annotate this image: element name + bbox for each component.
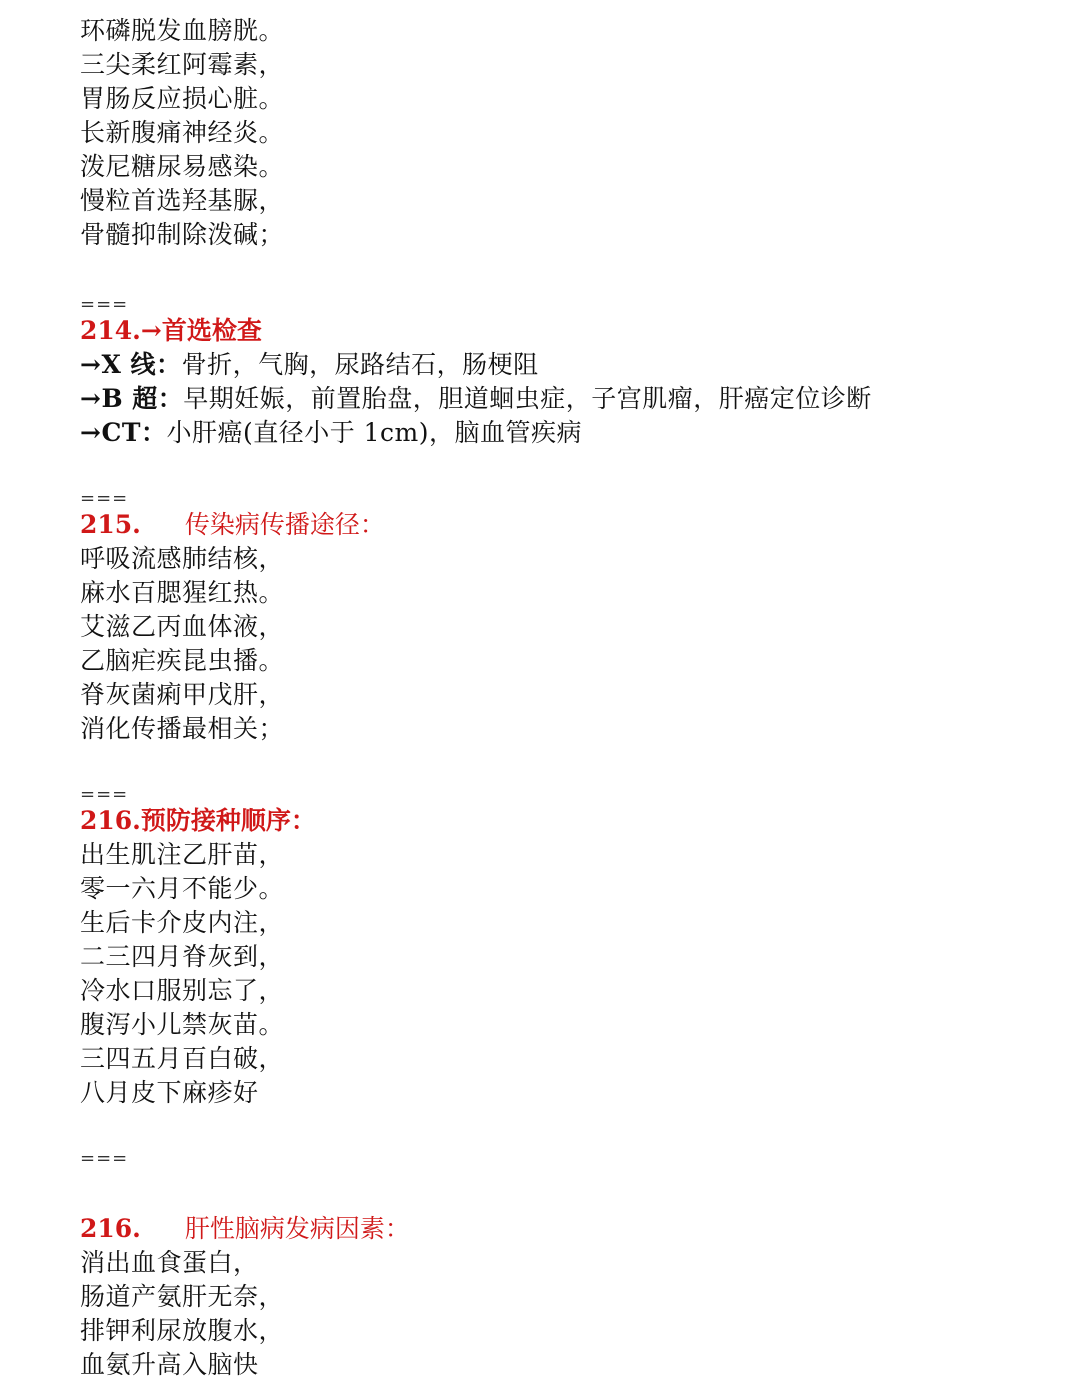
verse-line: 消化传播最相关； [80,714,285,743]
exam-label: →X 线： [80,350,182,379]
exam-label: →CT： [80,418,167,447]
verse-line: 排钾利尿放腹水， [80,1316,285,1345]
section-heading-text: 214.→首选检查 [80,316,262,345]
verse-line: 骨髓抑制除泼碱； [80,220,285,249]
verse-line: 消出血食蛋白， [80,1248,259,1277]
document-page [80,14,1040,1382]
section-216-vaccination [80,804,1040,1110]
verse-line: 泼尼糖尿易感染。 [80,152,285,181]
verse-line: 麻水百腮猩红热。 [80,578,285,607]
section-heading [80,804,1040,838]
exam-line-ct [80,416,1040,450]
verse-line: 环磷脱发血膀胱。 [80,16,285,45]
exam-text: 早期妊娠，前置胎盘，胆道蛔虫症，子宫肌瘤，肝癌定位诊断 [183,384,872,413]
verse-line: 乙脑疟疾昆虫播。 [80,646,285,675]
section-separator: === [80,294,129,315]
verse-line: 胃肠反应损心脏。 [80,84,285,113]
verse-line: 生后卡介皮内注， [80,908,285,937]
exam-line-xray [80,348,1040,382]
section-separator: === [80,784,129,805]
section-heading [80,1212,1040,1246]
verse-line: 三四五月百白破， [80,1044,285,1073]
section-heading-text: 216.预防接种顺序： [80,806,316,835]
exam-label: →B 超： [80,384,184,413]
section-heading [80,508,1040,542]
section-number: 215. [80,510,141,539]
verse-line: 三尖柔红阿霉素， [80,50,285,79]
section-215 [80,508,1040,746]
verse-line: 长新腹痛神经炎。 [80,118,285,147]
verse-line: 零一六月不能少。 [80,874,285,903]
verse-line: 出生肌注乙肝苗， [80,840,285,869]
section-title: 传染病传播途径： [184,510,385,539]
section-separator: === [80,488,129,509]
verse-line: 二三四月脊灰到， [80,942,285,971]
verse-line: 慢粒首选羟基脲， [80,186,285,215]
verse-line: 血氨升高入脑快 [80,1350,259,1379]
exam-text: 骨折，气胸，尿路结石，肠梗阻 [181,350,539,379]
exam-line-ultrasound [80,382,1040,416]
section-title: 肝性脑病发病因素： [184,1214,410,1243]
verse-line: 肠道产氨肝无奈， [80,1282,285,1311]
verse-line: 冷水口服别忘了， [80,976,285,1005]
section-previous [80,14,1040,252]
section-216-hepatic [80,1212,1040,1382]
verse-line: 腹泻小儿禁灰苗。 [80,1010,285,1039]
section-heading [80,314,1040,348]
verse-line: 艾滋乙丙血体液， [80,612,285,641]
section-number: 216. [80,1214,141,1243]
verse-line: 呼吸流感肺结核， [80,544,285,573]
section-214 [80,314,1040,450]
verse-line: 脊灰菌痢甲戊肝， [80,680,285,709]
exam-text: 小肝癌(直径小于 1cm)，脑血管疾病 [166,418,583,447]
verse-line: 八月皮下麻疹好 [80,1078,259,1107]
section-separator: === [80,1148,129,1169]
